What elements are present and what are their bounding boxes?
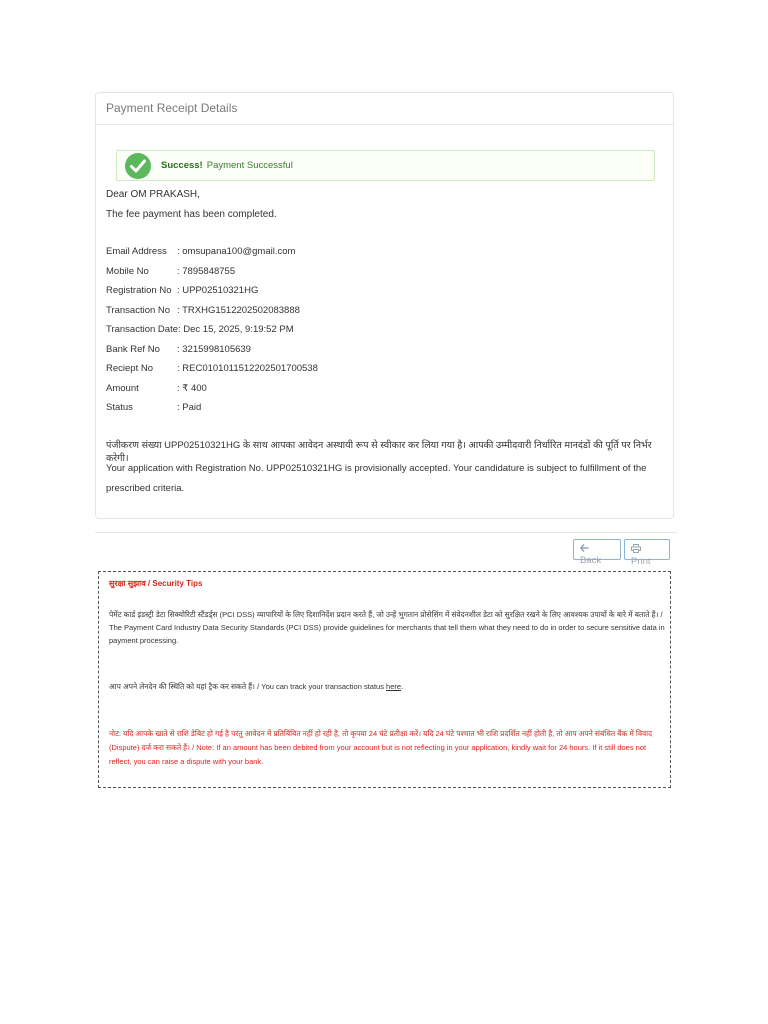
detail-label: Transaction No bbox=[106, 304, 171, 316]
back-label: Back bbox=[580, 555, 602, 566]
security-tips-box bbox=[98, 571, 671, 788]
print-button[interactable] bbox=[624, 539, 670, 567]
detail-row-bank-ref bbox=[106, 344, 656, 364]
detail-value: : ₹ 400 bbox=[177, 382, 207, 394]
alert-strong: Success! bbox=[161, 160, 203, 171]
detail-label: Bank Ref No bbox=[106, 343, 160, 355]
detail-label: Mobile No bbox=[106, 265, 149, 277]
detail-value: : 7895848755 bbox=[177, 265, 236, 277]
back-button[interactable] bbox=[573, 539, 621, 566]
alert-text bbox=[161, 160, 293, 171]
detail-label: Amount bbox=[106, 382, 139, 394]
detail-label: Reciept No bbox=[106, 363, 153, 374]
security-tips-title: सुरक्षा सुझाव / Security Tips bbox=[109, 579, 203, 588]
divider bbox=[95, 532, 677, 533]
success-alert bbox=[116, 150, 655, 181]
detail-value: Transaction Date: Dec 15, 2025, 9:19:52 PM bbox=[106, 324, 294, 335]
detail-value: : REC010101151220250170053​8 bbox=[177, 363, 318, 374]
detail-value: : 3215998105639 bbox=[177, 343, 251, 355]
detail-value: : Paid bbox=[177, 402, 202, 413]
arrow-left-icon bbox=[580, 544, 589, 555]
track-status-link[interactable]: here bbox=[386, 682, 402, 691]
check-icon bbox=[125, 153, 151, 179]
detail-row-email bbox=[106, 246, 656, 266]
detail-row-receipt bbox=[106, 363, 656, 383]
card-title: Payment Receipt Details bbox=[96, 93, 673, 125]
track-status-suffix: . bbox=[401, 682, 404, 691]
hindi-note: पंजीकरण संख्या UPP02510321HG के साथ आपका आवेदन अस्थायी रूप से स्वीकार कर लिया गया है। आपकी उम्मीदवारी निर्धारित मानदंडों की पूर्ति पर निर्भर करेगी। bbox=[106, 440, 652, 464]
detail-row-status bbox=[106, 402, 656, 422]
payment-receipt-card bbox=[95, 92, 674, 519]
english-note: Your application with Registration No. UPP02510321HG is provisionally accepted. Your candidature is subject to fulfillment of the prescribed criteria. bbox=[106, 463, 647, 494]
intro-text: The fee payment has been completed. bbox=[106, 209, 277, 220]
detail-value: : TRXHG1512202502083888 bbox=[177, 304, 300, 316]
detail-label: Registration No bbox=[106, 285, 172, 296]
detail-value: : omsupana100@gmail.com bbox=[177, 246, 296, 257]
track-status-text: आप अपने लेनदेन की स्थिति को यहां ट्रैक कर सकते हैं। / You can track your transaction status bbox=[109, 682, 387, 691]
printer-icon bbox=[631, 544, 641, 556]
detail-row-transaction bbox=[106, 305, 656, 325]
detail-row-transaction-date bbox=[106, 324, 656, 344]
receipt-details bbox=[106, 246, 656, 422]
detail-row-mobile bbox=[106, 266, 656, 286]
track-status-tip bbox=[109, 682, 665, 692]
detail-label: Status bbox=[106, 402, 133, 413]
debit-dispute-note: नोट: यदि आपके खाते से राशि डेबिट हो गई है परंतु आवेदन में प्रतिबिंबित नहीं हो रही है, तो कृपया 24 घंटे प्रतीक्षा करें। यदि 24 घंटे पश्चात भी राशि प्रदर्शित नहीं होती है, तो आप अपने संबंधित बैंक में विवाद (Dispute) दर्ज करा सकते हैं। / Note: If an amount has been debited from your account but is not reflecting in your application, kindly wait for 24 hours. If it still does not reflect, you can raise a dispute with your bank. bbox=[109, 729, 653, 766]
greeting: Dear OM PRAKASH, bbox=[106, 189, 200, 200]
detail-label: Email Address bbox=[106, 246, 167, 257]
alert-message: Payment Successful bbox=[206, 160, 293, 171]
detail-row-registration bbox=[106, 285, 656, 305]
detail-row-amount bbox=[106, 383, 656, 403]
detail-value: : UPP02510321HG bbox=[177, 285, 259, 296]
pci-dss-tip: पेमेंट कार्ड इंडस्ट्री डेटा सिक्योरिटी स्टैंडर्ड्स (PCI DSS) व्यापारियों के लिए दिशानिर्देश प्रदान करते हैं, जो उन्हें भुगतान प्रोसेसिंग में संवेदनशील डेटा को सुरक्षित रखने के लिए आवश्यक उपायों के बारे में बताते हैं। / The Payment Card Industry Data Security Standards (PCI DSS) provide guidelines for merchants that tell them what they need to do in order to secure sensitive data in payment processing. bbox=[109, 610, 665, 645]
print-label: Print bbox=[631, 556, 651, 567]
